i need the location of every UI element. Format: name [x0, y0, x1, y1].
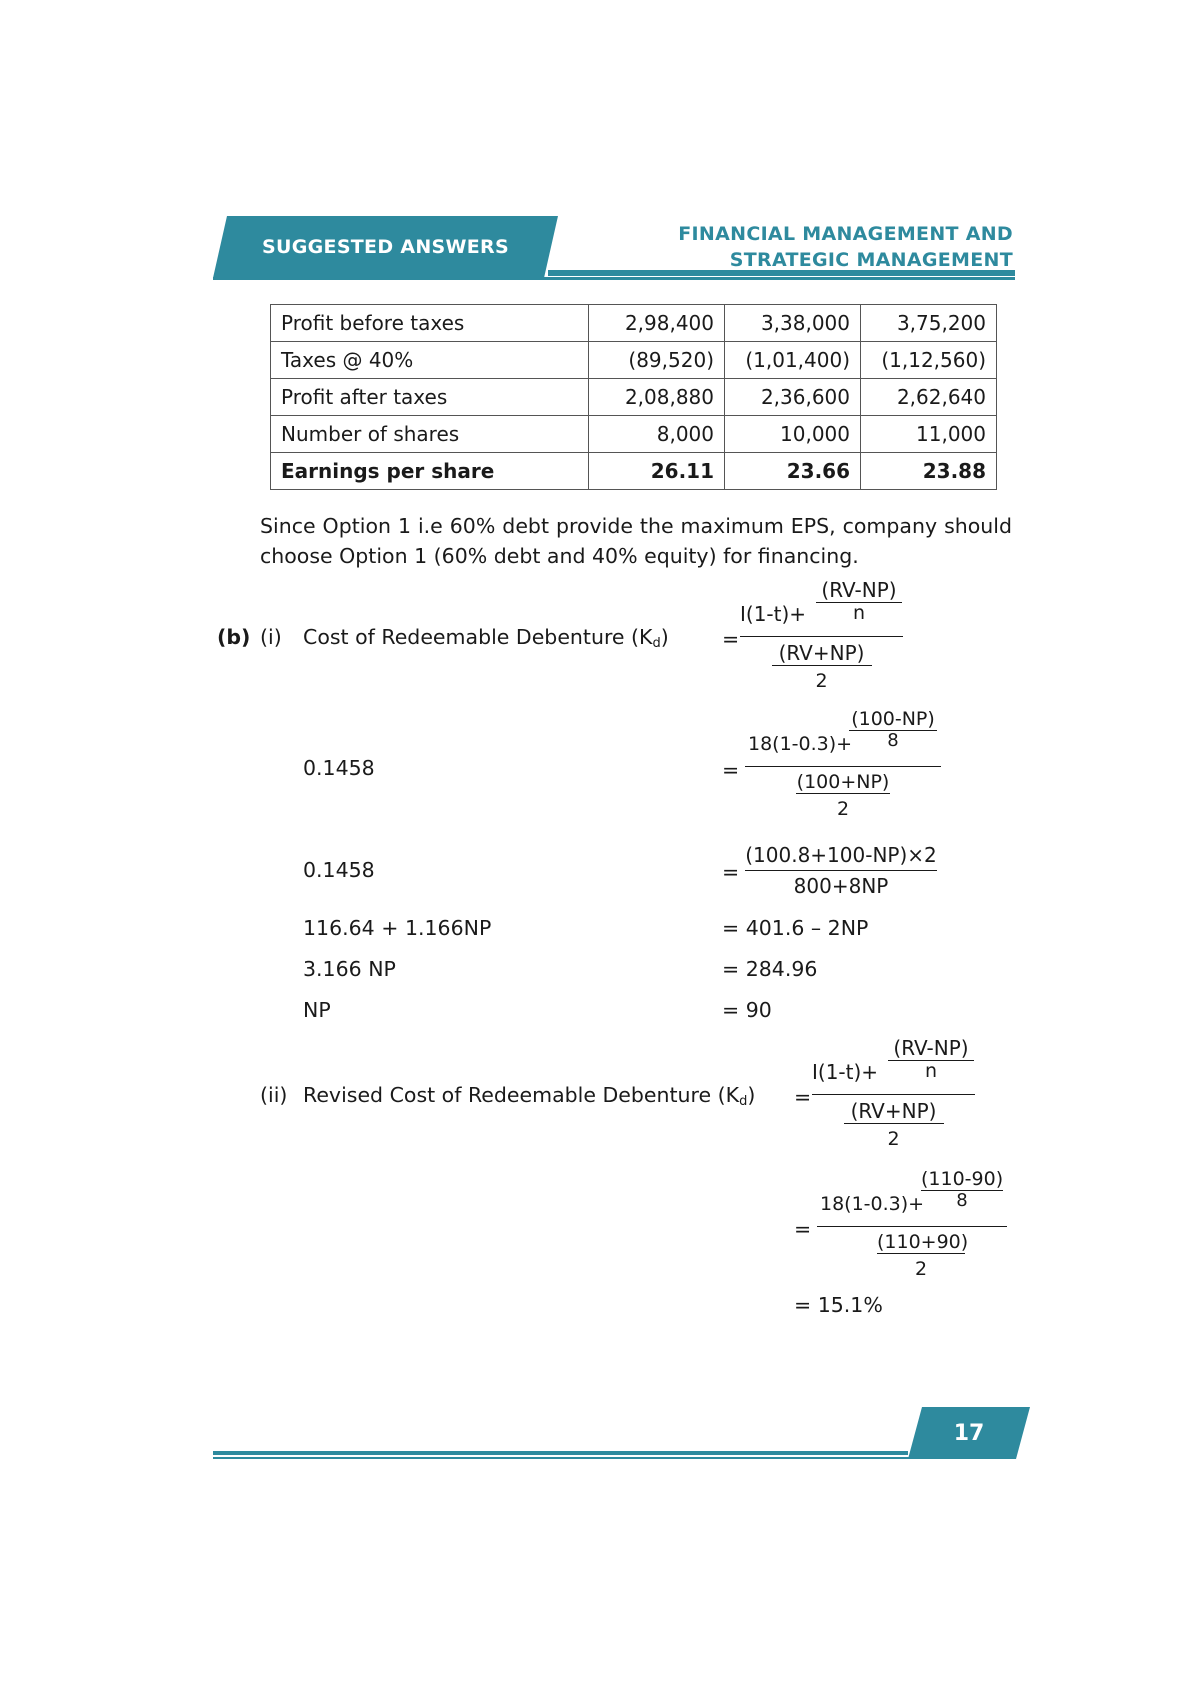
formula-num-top: (RV-NP) [893, 1036, 969, 1060]
step4-lhs: 3.166 NP [303, 957, 396, 981]
formula-step2 [745, 843, 937, 898]
formula-den-bot: 2 [815, 670, 828, 692]
cell: 2,62,640 [861, 379, 997, 416]
subscript-d: d [652, 636, 661, 651]
revised-num-left: 18(1-0.3)+ [820, 1193, 925, 1215]
table-row [271, 305, 997, 342]
step4-rhs: = 284.96 [722, 957, 818, 981]
part-ii-marker: (ii) [260, 1083, 288, 1107]
step1-den-top: (100+NP) [796, 771, 890, 793]
formula-num-left: I(1-t)+ [812, 1060, 879, 1084]
table-row-eps [271, 453, 997, 490]
step2-den: 800+8NP [793, 874, 889, 898]
step2-num: (100.8+100-NP)×2 [745, 843, 937, 867]
cell: 11,000 [861, 416, 997, 453]
step3-rhs: = 401.6 – 2NP [722, 916, 869, 940]
step1-num-bot: 8 [887, 730, 899, 751]
cell: 3,75,200 [861, 305, 997, 342]
revised-num-bot: 8 [956, 1190, 968, 1211]
equals-sign: = [722, 860, 740, 884]
part-b-marker: (b) [217, 625, 251, 649]
cell: 26.11 [589, 453, 725, 490]
formula-num-top: (RV-NP) [821, 578, 897, 602]
header-title-line2: STRATEGIC MANAGEMENT [729, 249, 1013, 271]
close-paren: ) [747, 1083, 756, 1107]
cell: 3,38,000 [725, 305, 861, 342]
subscript-d: d [739, 1094, 748, 1109]
formula-den-bot: 2 [887, 1128, 900, 1150]
revised-den-top: (110+90) [877, 1231, 969, 1253]
footer-rule-thin [213, 1457, 1015, 1459]
formula-num-left: I(1-t)+ [740, 602, 807, 626]
step5-lhs: NP [303, 998, 331, 1022]
row-label: Profit after taxes [271, 379, 589, 416]
formula-revised-numeric [817, 1168, 1007, 1280]
equals-sign: = [794, 1217, 812, 1241]
equals-sign: = [722, 758, 740, 782]
close-paren: ) [660, 625, 669, 649]
header-title-line1: FINANCIAL MANAGEMENT AND [678, 223, 1013, 245]
revised-result: = 15.1% [794, 1293, 883, 1317]
table-row [271, 379, 997, 416]
header-banner-label: SUGGESTED ANSWERS [262, 236, 509, 258]
cell: 23.88 [861, 453, 997, 490]
equals-sign: = [794, 1085, 812, 1109]
cell: 23.66 [725, 453, 861, 490]
cost-debenture-text: Cost of Redeemable Debenture (K [303, 625, 653, 649]
step3-lhs: 116.64 + 1.166NP [303, 916, 492, 940]
cell: 10,000 [725, 416, 861, 453]
revised-num-top: (110-90) [921, 1168, 1004, 1190]
cell: (1,12,560) [861, 342, 997, 379]
formula-step1 [745, 708, 941, 820]
revised-cost-label [303, 1083, 755, 1109]
formula-num-bot: n [852, 602, 866, 624]
cell: 2,08,880 [589, 379, 725, 416]
formula-kd [740, 578, 903, 692]
revised-cost-text: Revised Cost of Redeemable Debenture (K [303, 1083, 740, 1107]
cell: 2,98,400 [589, 305, 725, 342]
cell: 2,36,600 [725, 379, 861, 416]
equals-sign: = [722, 627, 740, 651]
table-row [271, 342, 997, 379]
cell: (1,01,400) [725, 342, 861, 379]
part-i-marker: (i) [260, 625, 282, 649]
row-label: Profit before taxes [271, 305, 589, 342]
table-row [271, 416, 997, 453]
row-label: Number of shares [271, 416, 589, 453]
step1-den-bot: 2 [836, 798, 850, 820]
conclusion-text: Since Option 1 i.e 60% debt provide the maximum EPS, company should choose Option 1 (60% debt and 40% equity) for financing. [260, 514, 1012, 568]
header-title [678, 221, 1013, 273]
cell: (89,520) [589, 342, 725, 379]
row-label: Taxes @ 40% [271, 342, 589, 379]
step5-rhs: = 90 [722, 998, 772, 1022]
revised-den-bot: 2 [914, 1258, 928, 1280]
formula-num-bot: n [924, 1060, 938, 1082]
formula-den-top: (RV+NP) [778, 641, 865, 665]
page-number: 17 [953, 1420, 985, 1446]
formula-kd-revised [812, 1036, 975, 1150]
eps-table [270, 304, 997, 490]
cost-debenture-label [303, 625, 669, 651]
step1-num-top: (100-NP) [851, 708, 935, 730]
cell: 8,000 [589, 416, 725, 453]
formula-den-top: (RV+NP) [850, 1099, 937, 1123]
step2-lhs: 0.1458 [303, 858, 375, 882]
footer-rule [213, 1451, 908, 1455]
step1-num-left: 18(1-0.3)+ [748, 733, 853, 755]
row-label: Earnings per share [271, 453, 589, 490]
step1-lhs: 0.1458 [303, 756, 375, 780]
